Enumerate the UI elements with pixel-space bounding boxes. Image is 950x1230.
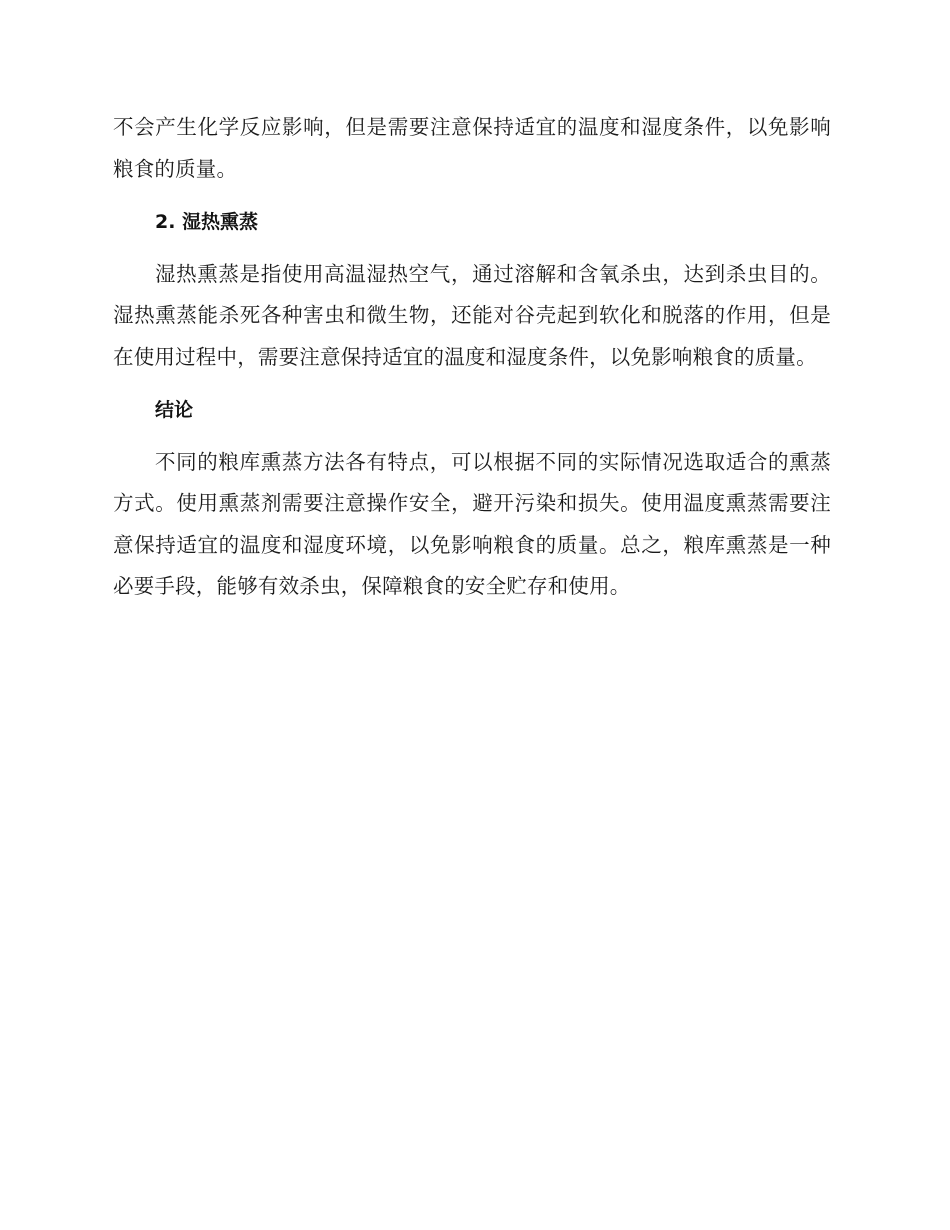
steam-fumigation-paragraph: 湿热熏蒸是指使用高温湿热空气，通过溶解和含氧杀虫，达到杀虫目的。湿热熏蒸能杀死各种害虫和微生物，还能对谷壳起到软化和脱落的作用，但是在使用过程中，需要注意保持适宜的温度和湿度条件，以免影响粮食的质量。: [113, 261, 831, 369]
continued-paragraph: 不会产生化学反应影响，但是需要注意保持适宜的温度和湿度条件，以免影响粮食的质量。: [113, 115, 831, 181]
section-heading-steam-fumigation: 2. 湿热熏蒸: [155, 211, 259, 233]
document-page: [113, 107, 831, 608]
conclusion-heading: 结论: [155, 399, 194, 421]
conclusion-paragraph: 不同的粮库熏蒸方法各有特点，可以根据不同的实际情况选取适合的熏蒸方式。使用熏蒸剂需要注意操作安全，避开污染和损失。使用温度熏蒸需要注意保持适宜的温度和湿度环境，以免影响粮食的质量。总之，粮库熏蒸是一种必要手段，能够有效杀虫，保障粮食的安全贮存和使用。: [113, 449, 831, 598]
